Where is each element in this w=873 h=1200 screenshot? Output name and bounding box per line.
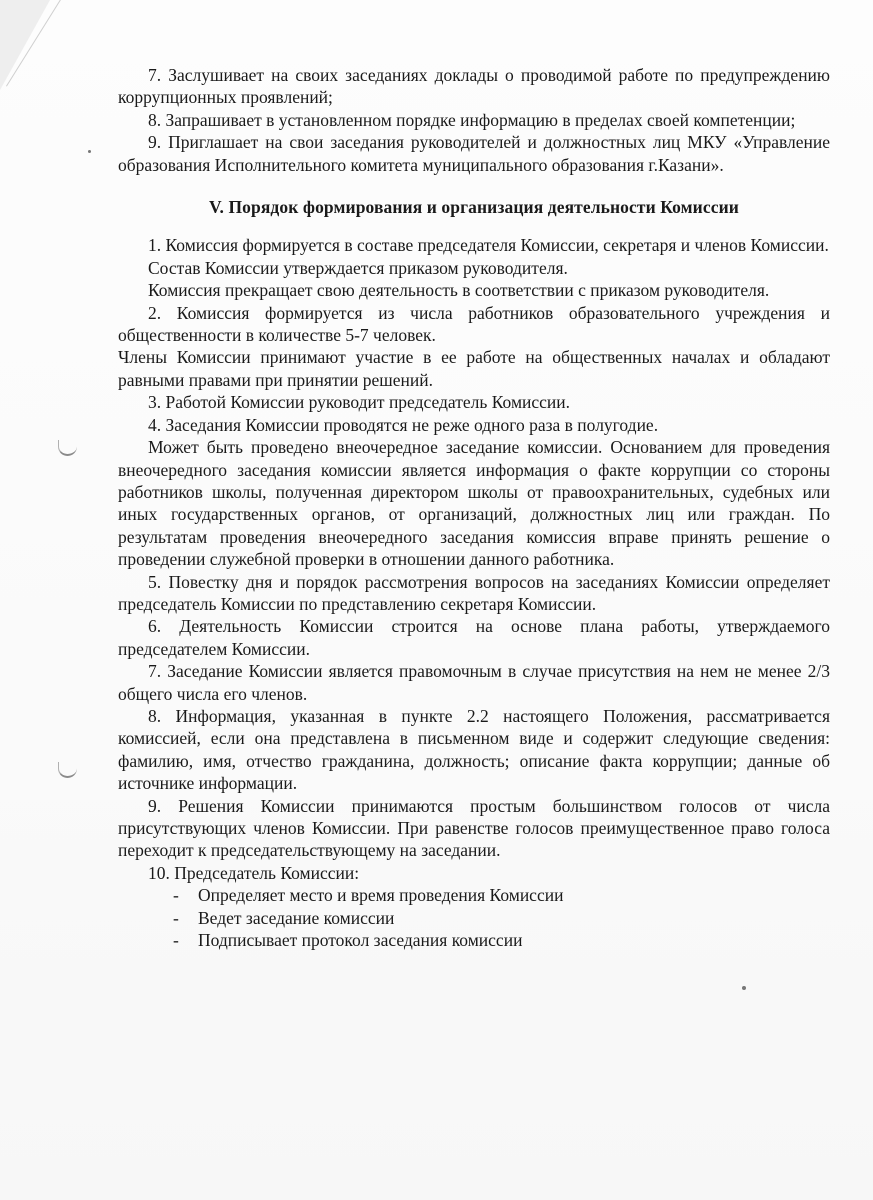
list-item — [173, 907, 830, 929]
list-dash: - — [173, 885, 179, 906]
paragraph: 10. Председатель Комиссии: — [148, 862, 360, 883]
paragraph: 6. Деятельность Комиссии строится на основе плана работы, утверждаемого председателем Комиссии. — [118, 616, 830, 659]
paragraph: Члены Комиссии принимают участие в ее работе на общественных началах и обладают равными правами при принятии решений. — [118, 347, 830, 390]
list-item-text: Ведет заседание комиссии — [198, 907, 395, 928]
scan-speck — [88, 150, 91, 153]
list-dash: - — [173, 930, 179, 951]
paragraph-item-9: 9. Приглашает на свои заседания руководителей и должностных лиц МКУ «Управление образования Исполнительного комитета муниципального образования г.Казани». — [118, 132, 830, 175]
binder-hole-mark — [58, 440, 77, 456]
scan-speck — [742, 986, 746, 990]
paragraph-item-8: 8. Запрашивает в установленном порядке информацию в пределах своей компетенции; — [148, 109, 796, 130]
paragraph: 3. Работой Комиссии руководит председатель Комиссии. — [148, 392, 571, 413]
paragraph: 9. Решения Комиссии принимаются простым большинством голосов от числа присутствующих членов Комиссии. При равенстве голосов преимущественное право голоса переходит к председательствующему на заседании. — [118, 795, 830, 861]
paragraph: Состав Комиссии утверждается приказом руководителя. — [148, 257, 568, 278]
paragraph: 8. Информация, указанная в пункте 2.2 настоящего Положения, рассматривается комиссией, если она представлена в письменном виде и содержит следующие сведения: фамилию, имя, отчество гражданина, должность; описание факта коррупции; данные об источнике информации. — [118, 705, 830, 794]
paragraph-item-7: 7. Заслушивает на своих заседаниях доклады о проводимой работе по предупреждению коррупционных проявлений; — [118, 65, 830, 108]
list-item — [173, 884, 830, 906]
list-item — [173, 929, 830, 951]
list-item-text: Подписывает протокол заседания комиссии — [198, 930, 523, 951]
paragraph: 5. Повестку дня и порядок рассмотрения вопросов на заседаниях Комиссии определяет председатель Комиссии по представлению секретаря Комиссии. — [118, 571, 830, 614]
binder-hole-mark — [58, 762, 77, 778]
paragraph: Может быть проведено внеочередное заседание комиссии. Основанием для проведения внеочередного заседания комиссии является информация о факте коррупции со стороны работников школы, полученная директором школы от правоохранительных, судебных или иных государственных органов, от организаций, должностных лиц или граждан. По результатам проведения внеочередного заседания комиссия вправе принять решение о проведении служебной проверки в отношении данного работника. — [118, 437, 830, 570]
paragraph: 4. Заседания Комиссии проводятся не реже одного раза в полугодие. — [148, 414, 659, 435]
list-dash: - — [173, 907, 179, 928]
document-body — [118, 64, 830, 951]
list-item-text: Определяет место и время проведения Комиссии — [198, 885, 564, 906]
page-corner-fold — [0, 0, 50, 90]
section-title: V. Порядок формирования и организация деятельности Комиссии — [209, 197, 739, 218]
paragraph: 1. Комиссия формируется в составе председателя Комиссии, секретаря и членов Комиссии. — [148, 235, 829, 256]
chair-duties-list — [118, 884, 830, 951]
paragraph: 7. Заседание Комиссии является правомочным в случае присутствия на нем не менее 2/3 общего числа его членов. — [118, 661, 830, 704]
paragraph: 2. Комиссия формируется из числа работников образовательного учреждения и общественности в количестве 5-7 человек. — [118, 302, 830, 346]
paragraph: Комиссия прекращает свою деятельность в соответствии с приказом руководителя. — [148, 280, 770, 301]
